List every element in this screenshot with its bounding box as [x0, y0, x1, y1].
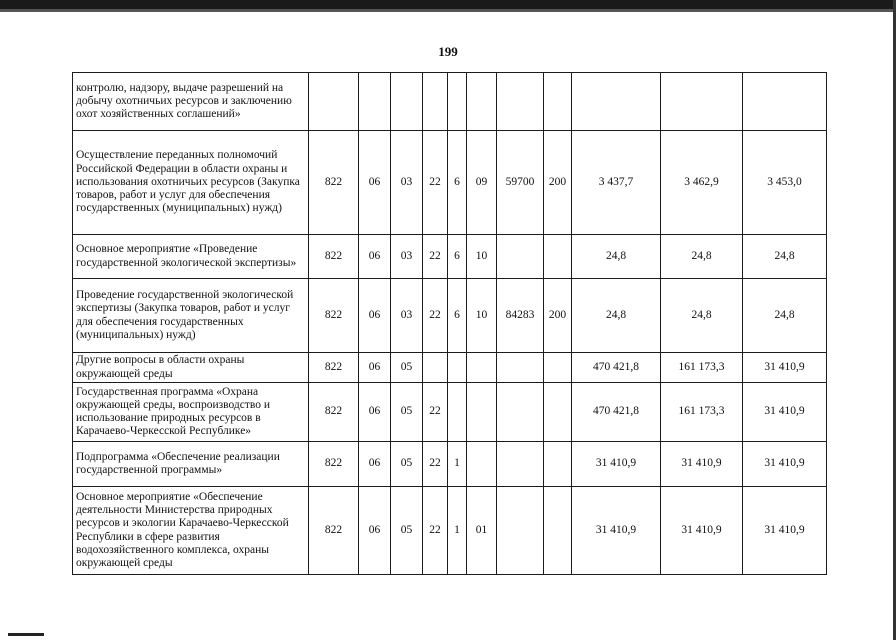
amount-year-3: 31 410,9 [743, 442, 827, 487]
direction-code [497, 383, 544, 442]
expense-type-code [544, 442, 572, 487]
amount-year-3 [743, 73, 827, 131]
subsection-code: 03 [391, 131, 423, 235]
expense-type-code [544, 383, 572, 442]
table-row [73, 73, 827, 131]
subprogram-code [448, 73, 467, 131]
amount-year-3: 31 410,9 [743, 353, 827, 383]
subsection-code: 03 [391, 279, 423, 353]
section-code: 06 [359, 279, 391, 353]
direction-code [497, 487, 544, 575]
section-code: 06 [359, 442, 391, 487]
amount-year-1: 3 437,7 [572, 131, 661, 235]
activity-code: 10 [467, 279, 497, 353]
section-code: 06 [359, 353, 391, 383]
ministry-code [309, 73, 359, 131]
ministry-code: 822 [309, 235, 359, 279]
ministry-code: 822 [309, 353, 359, 383]
amount-year-3: 3 453,0 [743, 131, 827, 235]
program-code: 22 [423, 131, 448, 235]
subprogram-code [448, 383, 467, 442]
subsection-code: 03 [391, 235, 423, 279]
program-code: 22 [423, 279, 448, 353]
amount-year-2: 24,8 [661, 235, 743, 279]
amount-year-1: 470 421,8 [572, 383, 661, 442]
program-code [423, 353, 448, 383]
amount-year-1: 470 421,8 [572, 353, 661, 383]
subprogram-code [448, 353, 467, 383]
subsection-code: 05 [391, 353, 423, 383]
row-name: Проведение государственной экологической экспертизы (Закупка товаров, работ и услуг для обеспечения государственных (муниципальных) нужд) [73, 279, 309, 353]
table-row [73, 131, 827, 235]
subprogram-code: 1 [448, 442, 467, 487]
activity-code: 09 [467, 131, 497, 235]
subprogram-code: 6 [448, 235, 467, 279]
row-name: Подпрограмма «Обеспечение реализации государственной программы» [73, 442, 309, 487]
row-name: Осуществление переданных полномочий Российской Федерации в области охраны и использования охотничьих ресурсов (Закупка товаров, работ и услуг для обеспечения государственных (муниципальных) нужд) [73, 131, 309, 235]
budget-table [72, 72, 827, 575]
table-row [73, 353, 827, 383]
ministry-code: 822 [309, 442, 359, 487]
table-row [73, 442, 827, 487]
expense-type-code [544, 235, 572, 279]
row-name: Государственная программа «Охрана окружающей среды, воспроизводство и использование природных ресурсов в Карачаево-Черкесской Республике» [73, 383, 309, 442]
program-code [423, 73, 448, 131]
direction-code [497, 442, 544, 487]
subprogram-code: 6 [448, 279, 467, 353]
program-code: 22 [423, 383, 448, 442]
row-name: Другие вопросы в области охраны окружающей среды [73, 353, 309, 383]
activity-code [467, 353, 497, 383]
activity-code [467, 383, 497, 442]
program-code: 22 [423, 235, 448, 279]
scan-top-border-shadow [0, 9, 896, 12]
ministry-code: 822 [309, 279, 359, 353]
subsection-code [391, 73, 423, 131]
amount-year-3: 31 410,9 [743, 383, 827, 442]
subsection-code: 05 [391, 487, 423, 575]
amount-year-2: 3 462,9 [661, 131, 743, 235]
amount-year-3: 24,8 [743, 279, 827, 353]
row-name: контролю, надзору, выдаче разрешений на добычу охотничьих ресурсов и заключению охот хозяйственных соглашений» [73, 73, 309, 131]
program-code: 22 [423, 442, 448, 487]
activity-code [467, 442, 497, 487]
amount-year-1 [572, 73, 661, 131]
program-code: 22 [423, 487, 448, 575]
amount-year-1: 24,8 [572, 235, 661, 279]
subsection-code: 05 [391, 383, 423, 442]
expense-type-code [544, 353, 572, 383]
amount-year-2: 31 410,9 [661, 442, 743, 487]
section-code: 06 [359, 383, 391, 442]
section-code: 06 [359, 487, 391, 575]
page-number: 199 [438, 44, 458, 59]
amount-year-3: 24,8 [743, 235, 827, 279]
amount-year-2: 24,8 [661, 279, 743, 353]
activity-code: 10 [467, 235, 497, 279]
amount-year-2 [661, 73, 743, 131]
section-code [359, 73, 391, 131]
subprogram-code: 1 [448, 487, 467, 575]
ministry-code: 822 [309, 131, 359, 235]
scan-top-border [0, 0, 896, 9]
scan-bottom-mark [8, 633, 44, 636]
expense-type-code: 200 [544, 131, 572, 235]
table-row [73, 383, 827, 442]
amount-year-3: 31 410,9 [743, 487, 827, 575]
direction-code [497, 353, 544, 383]
amount-year-1: 31 410,9 [572, 442, 661, 487]
row-name: Основное мероприятие «Проведение государственной экологической экспертизы» [73, 235, 309, 279]
amount-year-1: 31 410,9 [572, 487, 661, 575]
amount-year-2: 31 410,9 [661, 487, 743, 575]
subprogram-code: 6 [448, 131, 467, 235]
table-row [73, 487, 827, 575]
expense-type-code [544, 73, 572, 131]
direction-code [497, 235, 544, 279]
subsection-code: 05 [391, 442, 423, 487]
direction-code [497, 73, 544, 131]
amount-year-1: 24,8 [572, 279, 661, 353]
activity-code [467, 73, 497, 131]
direction-code: 59700 [497, 131, 544, 235]
section-code: 06 [359, 131, 391, 235]
ministry-code: 822 [309, 487, 359, 575]
row-name: Основное мероприятие «Обеспечение деятельности Министерства природных ресурсов и экологии Карачаево-Черкесской Республики в сфере развития водохозяйственного комплекса, охраны окружающей среды [73, 487, 309, 575]
expense-type-code [544, 487, 572, 575]
activity-code: 01 [467, 487, 497, 575]
direction-code: 84283 [497, 279, 544, 353]
amount-year-2: 161 173,3 [661, 383, 743, 442]
ministry-code: 822 [309, 383, 359, 442]
expense-type-code: 200 [544, 279, 572, 353]
table-row [73, 235, 827, 279]
table-row [73, 279, 827, 353]
amount-year-2: 161 173,3 [661, 353, 743, 383]
section-code: 06 [359, 235, 391, 279]
